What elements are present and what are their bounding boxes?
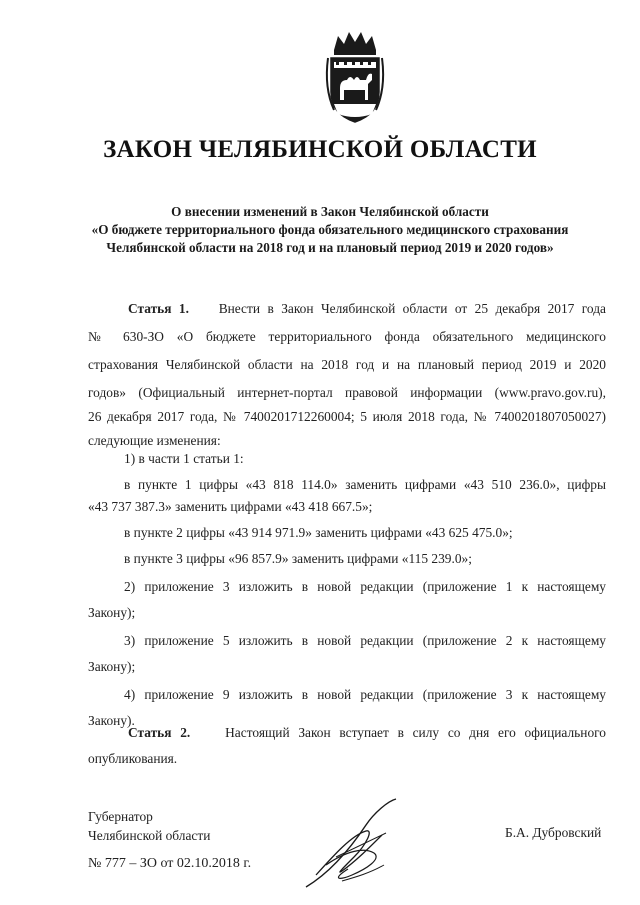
article-2 bbox=[88, 722, 606, 770]
signatory-position-line: Челябинской области bbox=[88, 828, 211, 843]
subject-line: «О бюджете территориального фонда обязательного медицинского страхования bbox=[91, 222, 569, 237]
subject-line: О внесении изменений в Закон Челябинской области bbox=[171, 204, 489, 219]
article-1-line: страхования Челябинской области на 2018 год и на плановый период 2019 и 2020 bbox=[88, 357, 606, 372]
article-1-line: № 630-ЗО «О бюджете территориального фонда обязательного медицинского bbox=[88, 329, 606, 344]
article-1-line: годов» (Официальный интернет-портал правовой информации (www.pravo.gov.ru), bbox=[88, 385, 606, 400]
list-item: 2) приложение 3 изложить в новой редакции (приложение 1 к настоящему bbox=[124, 579, 606, 594]
list-item: в пункте 1 цифры «43 818 114.0» заменить цифрами «43 510 236.0», цифры bbox=[124, 477, 606, 492]
law-title: ЗАКОН ЧЕЛЯБИНСКОЙ ОБЛАСТИ bbox=[103, 136, 537, 163]
signatory-name: Б.А. Дубровский bbox=[505, 825, 602, 840]
law-subject bbox=[60, 203, 600, 257]
coat-of-arms-emblem bbox=[322, 28, 388, 124]
list-item-continuation: Закону). bbox=[88, 713, 135, 728]
list-item: в пункте 3 цифры «96 857.9» заменить цифрами «115 239.0»; bbox=[124, 551, 472, 566]
article-1-line: Статья 1. Внести в Закон Челябинской области от 25 декабря 2017 года bbox=[128, 301, 606, 316]
signatory-position-line: Губернатор bbox=[88, 809, 153, 824]
list-item-continuation: Закону); bbox=[88, 659, 136, 674]
list-item-continuation: «43 737 387.3» заменить цифрами «43 418 667.5»; bbox=[88, 499, 373, 514]
article-1-label: Статья 1. bbox=[128, 301, 189, 316]
article-2-line: Статья 2. Настоящий Закон вступает в силу со дня его официального bbox=[128, 725, 606, 740]
article-2-label: Статья 2. bbox=[128, 725, 191, 740]
handwritten-signature bbox=[296, 795, 406, 895]
article-1 bbox=[88, 298, 606, 452]
list-item: 4) приложение 9 изложить в новой редакции (приложение 3 к настоящему bbox=[124, 687, 606, 702]
list-item: 3) приложение 5 изложить в новой редакции (приложение 2 к настоящему bbox=[124, 633, 606, 648]
list-item-continuation: Закону); bbox=[88, 605, 136, 620]
law-number: № 777 – ЗО от 02.10.2018 г. bbox=[88, 856, 252, 871]
signatory-position bbox=[88, 807, 210, 845]
article-1-items bbox=[88, 448, 606, 732]
list-item: в пункте 2 цифры «43 914 971.9» заменить цифрами «43 625 475.0»; bbox=[124, 525, 513, 540]
article-2-line: опубликования. bbox=[88, 751, 178, 766]
article-1-line: следующие изменения: bbox=[88, 433, 221, 448]
list-item: 1) в части 1 статьи 1: bbox=[124, 451, 244, 466]
article-1-line: 26 декабря 2017 года, № 7400201712260004; 5 июля 2018 года, № 7400201807050027) bbox=[88, 409, 606, 424]
subject-line: Челябинской области на 2018 год и на плановый период 2019 и 2020 годов» bbox=[106, 240, 554, 255]
